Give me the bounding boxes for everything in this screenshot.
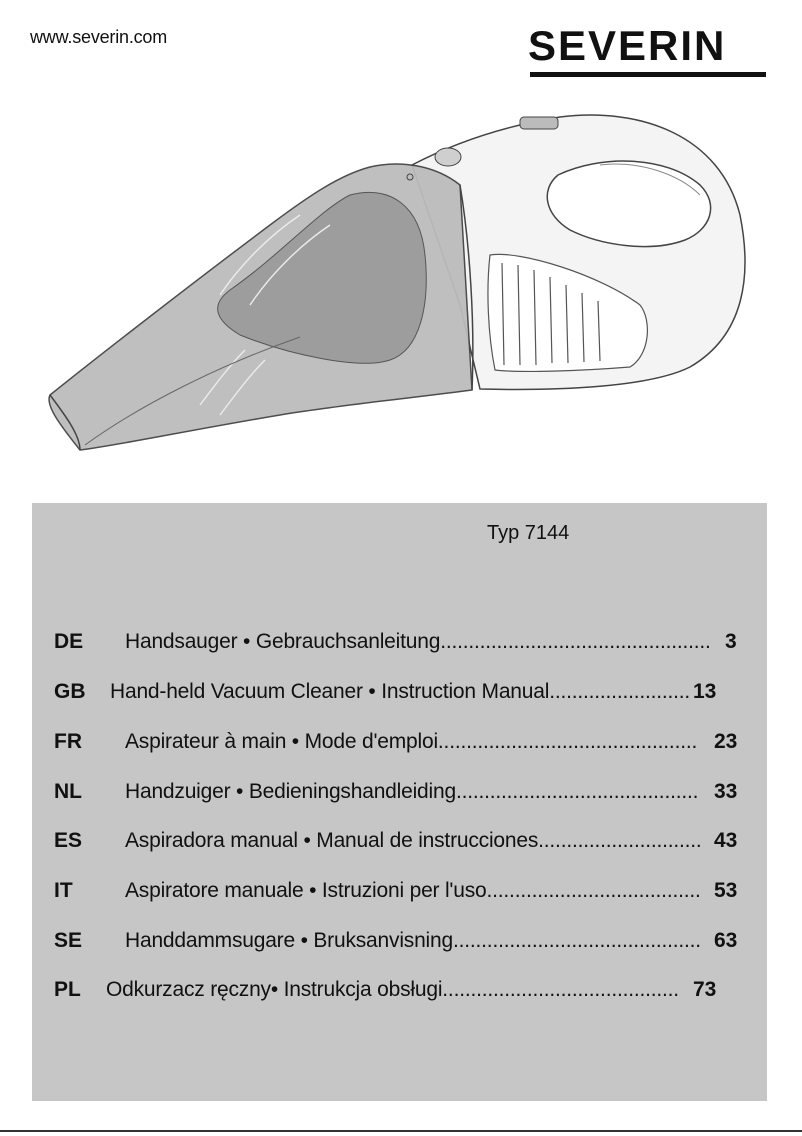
brand-wordmark: SEVERIN <box>528 22 727 69</box>
toc-row-es[interactable] <box>32 829 767 859</box>
toc-row-fr[interactable] <box>32 730 767 760</box>
toc-page-number: 73 <box>693 978 717 1001</box>
toc-title: Aspiradora manual • Manual de instrucciones............................. <box>125 829 702 852</box>
toc-panel <box>32 503 767 1101</box>
language-code: DE <box>54 630 84 653</box>
toc-page-number: 43 <box>714 829 738 852</box>
toc-title: Aspirateur à main • Mode d'emploi.............................................. <box>125 730 698 753</box>
toc-page-number: 63 <box>714 929 738 952</box>
language-code: IT <box>54 879 73 902</box>
logo-underline <box>530 72 766 77</box>
language-code: PL <box>54 978 81 1001</box>
toc-title: Aspiratore manuale • Istruzioni per l'uso...................................... <box>125 879 701 902</box>
toc-row-se[interactable] <box>32 929 767 959</box>
power-switch <box>520 117 558 129</box>
toc-title: Handdammsugare • Bruksanvisning............................................ <box>125 929 701 952</box>
filter-cone <box>218 193 427 364</box>
language-code: GB <box>54 680 86 703</box>
model-type: Typ 7144 <box>487 522 570 544</box>
toc-title: Handsauger • Gebrauchsanleitung................................................ <box>125 630 711 653</box>
page-bottom-rule <box>0 1130 802 1132</box>
toc-title: Odkurzacz ręczny• Instrukcja obsługi.......................................... <box>106 978 679 1001</box>
language-code: FR <box>54 730 82 753</box>
website-url[interactable]: www.severin.com <box>30 27 168 47</box>
toc-title: Handzuiger • Bedieningshandleiding........................................... <box>125 780 699 803</box>
language-code: ES <box>54 829 83 852</box>
toc-page-number: 33 <box>714 780 738 803</box>
severin-logo <box>528 24 768 80</box>
toc-row-it[interactable] <box>32 879 767 909</box>
toc-row-nl[interactable] <box>32 780 767 810</box>
toc-title: Hand-held Vacuum Cleaner • Instruction Manual......................... <box>110 680 691 703</box>
toc-page-number: 23 <box>714 730 738 753</box>
language-code: NL <box>54 780 82 803</box>
toc-row-gb[interactable] <box>32 680 767 710</box>
vacuum-cleaner-illustration <box>40 105 760 485</box>
release-button <box>435 148 461 166</box>
language-code: SE <box>54 929 83 952</box>
toc-page-number: 3 <box>725 630 737 653</box>
toc-page-number: 13 <box>693 680 717 703</box>
toc-row-de[interactable] <box>32 630 767 660</box>
toc-page-number: 53 <box>714 879 738 902</box>
toc-row-pl[interactable] <box>32 978 767 1008</box>
